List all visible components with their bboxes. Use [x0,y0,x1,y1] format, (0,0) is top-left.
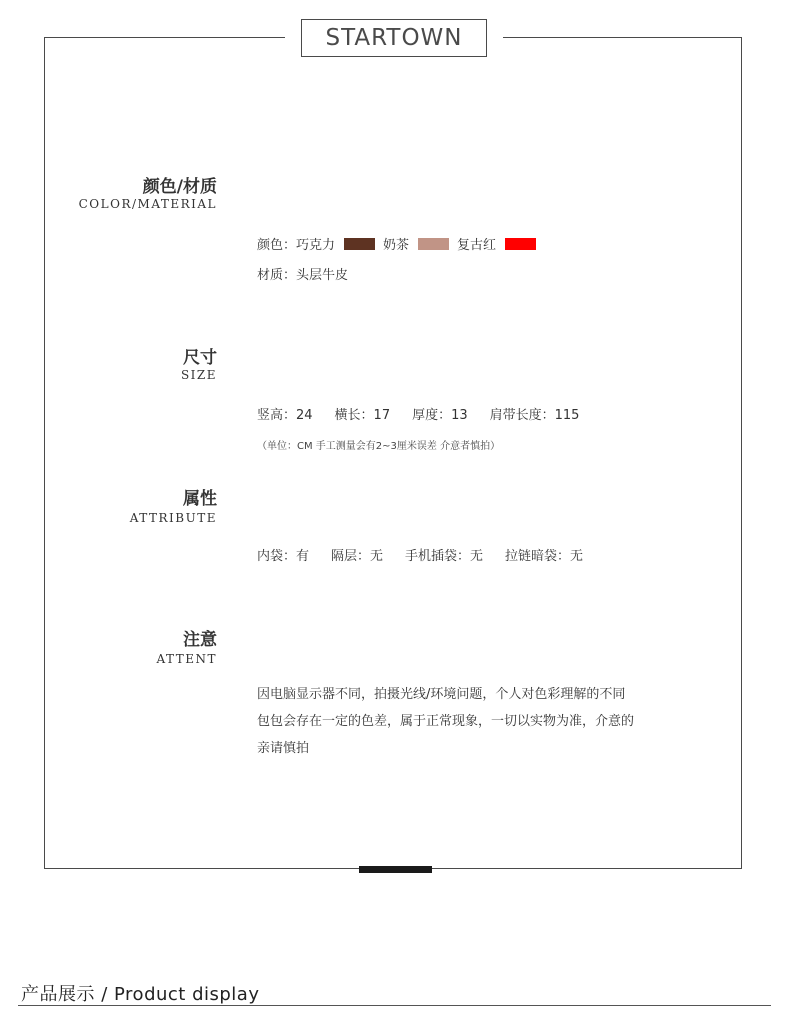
section-subtitle-color: COLOR/MATERIAL [78,197,217,211]
attr-layer: 隔层：无 [331,549,384,564]
section-subtitle-attribute: ATTRIBUTE [129,511,217,525]
color-swatch-red [505,238,536,250]
size-thickness: 厚度：13 [412,408,468,423]
attent-paragraph [257,681,687,762]
size-note: （单位：CM 手工测量会有2~3厘米误差 介意者慎拍） [257,441,501,452]
color-label: 颜色： [257,238,297,253]
section-title-size: 尺寸 [183,348,217,368]
attent-line: 包包会存在一定的色差，属于正常现象，一切以实物为准，介意的 [257,714,635,729]
color-name-chocolate: 巧克力 [296,238,336,253]
frame-bottom-mark [359,866,432,873]
size-height: 竖高：24 [257,408,313,423]
section-title-attent: 注意 [183,630,217,650]
section-subtitle-size: SIZE [180,368,217,382]
attr-zip-pocket: 拉链暗袋：无 [505,549,584,564]
product-display-heading: 产品展示 / Product display [21,984,260,1005]
footer-divider [18,1005,771,1006]
attr-inner-pocket: 内袋：有 [257,549,310,564]
attent-line: 亲请慎拍 [257,741,310,756]
section-title-color: 颜色/材质 [142,177,217,197]
color-name-milktea: 奶茶 [383,238,410,253]
brand-box [285,19,503,57]
color-swatch-milktea [418,238,449,250]
attr-phone-pocket: 手机插袋：无 [405,549,484,564]
attent-line: 因电脑显示器不同，拍摄光线/环境问题，个人对色彩理解的不同 [257,687,626,702]
material-line: 材质：头层牛皮 [257,268,349,283]
color-swatch-chocolate [344,238,375,250]
size-strap: 肩带长度：115 [489,408,580,423]
size-length: 横长：17 [334,408,391,423]
section-title-attribute: 属性 [183,489,217,509]
color-name-red: 复古红 [457,238,497,253]
brand-logo: STARTOWN [301,19,487,57]
section-subtitle-attent: ATTENT [156,652,217,666]
color-row [257,234,544,253]
attribute-row [257,545,583,564]
size-row [257,404,579,423]
